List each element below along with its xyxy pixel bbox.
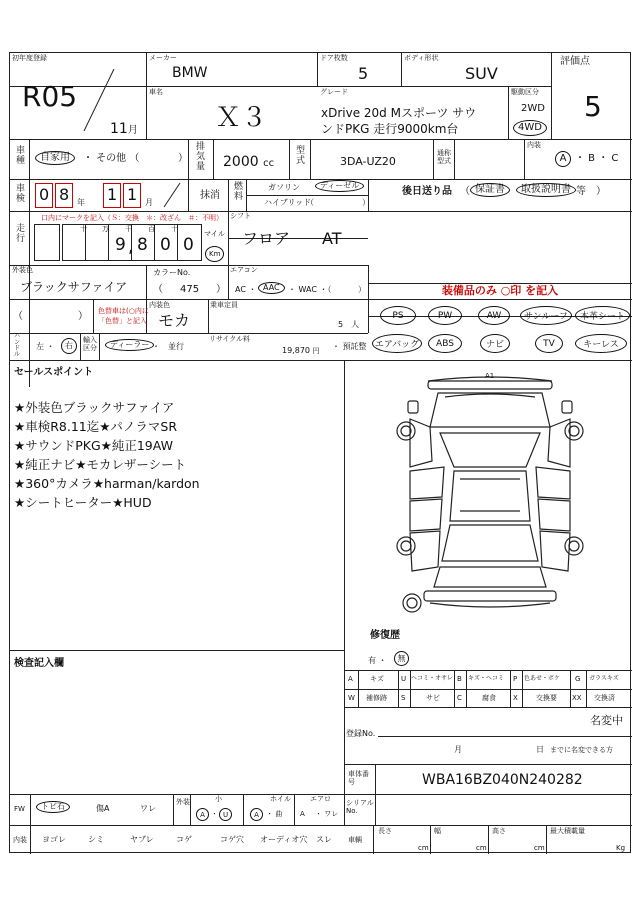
aircon-ac: AC ・ — [235, 285, 257, 294]
model-label: 型式 — [294, 145, 304, 165]
legend-desc: サビ — [426, 694, 440, 702]
int-item: ヤブレ — [130, 835, 154, 844]
car-name-value: Ｘ３ — [215, 103, 268, 133]
int-item: オーディオ穴 — [260, 835, 308, 844]
unit-sen: 千 — [125, 225, 132, 233]
drive-2wd: 2WD — [521, 103, 545, 114]
legend-code: U — [401, 675, 407, 683]
docs-warranty: 保証書 — [470, 183, 510, 197]
wheel-bend: ・ 曲 — [266, 810, 283, 818]
interior-grade-a: A — [555, 151, 571, 167]
fuel-label: 燃料 — [232, 181, 242, 201]
sales-point: ★車検R8.11迄★パノラマSR — [14, 419, 178, 434]
first-reg-label: 初年度登録 — [12, 54, 47, 62]
mileage-digit-2: 8 — [137, 235, 148, 255]
legend-desc: 補修跡 — [366, 694, 387, 702]
capacity-value: 5 人 — [338, 320, 360, 329]
inspection-digit-2: 8 — [59, 185, 70, 204]
height-unit: cm — [534, 844, 545, 852]
car-name-label: 車名 — [149, 88, 163, 96]
height-label: 高さ — [492, 827, 506, 835]
shift-label: シフト — [230, 212, 251, 220]
equip-aw: AW — [478, 306, 510, 325]
ext-u: U — [219, 808, 232, 821]
sales-point: ★純正ナビ★モカレザーシート — [14, 457, 187, 472]
handle-right: 右 — [61, 338, 77, 354]
equip-ps: PS — [380, 306, 416, 325]
mileage-digit-1: 9 — [115, 235, 126, 255]
import-parallel: ・ 並行 — [152, 342, 184, 351]
disp-value: 2000 cc — [223, 154, 275, 170]
bottom-int-label: 内装 — [13, 836, 27, 844]
sales-point: ★外装色ブラックサファイア — [14, 400, 175, 415]
drive-4wd: 4WD — [513, 120, 547, 136]
usage-close: ） — [178, 153, 188, 164]
recycle-deposit: ・ 預託整 — [332, 342, 367, 351]
docs-manual: 取扱説明書 — [516, 183, 576, 197]
interior-grade-rest: ・ B ・ C — [575, 153, 619, 164]
legend-desc: 交換済 — [594, 694, 615, 702]
registration-label: 登録No. — [346, 729, 376, 738]
doors-value: 5 — [358, 64, 369, 83]
usage-other: ・ その他 （ — [83, 153, 140, 164]
legend-desc: キズ・ヘコミ — [468, 675, 504, 682]
interior-grade-label: 内装 — [527, 141, 541, 149]
mileage-comma: , — [128, 237, 134, 257]
auction-sheet — [9, 52, 631, 853]
equip-tv: TV — [535, 334, 563, 353]
inspection-year-unit: 年 — [77, 198, 85, 207]
drive-label: 駆動区分 — [511, 88, 539, 96]
fuel-hybrid: ハイブリッド — [264, 198, 312, 207]
legend-code: S — [401, 694, 406, 702]
car-dim-label: 車輌 — [348, 836, 362, 844]
legend-desc: 色あせ・ボケ — [524, 675, 561, 682]
ext-label: 外装 — [176, 798, 190, 806]
usage-private: 自家用 — [35, 151, 75, 165]
diagram-label: A1 — [485, 372, 495, 380]
shift-trans: AT — [322, 229, 342, 248]
aircon-wac: ・ WAC ・（ — [288, 285, 332, 294]
chassis-number: WBA16BZ040N240282 — [422, 772, 583, 788]
aircon-aac: AAC — [258, 282, 285, 294]
equip-abs: ABS — [428, 334, 462, 353]
width-label: 幅 — [434, 827, 441, 835]
mileage-label: 走行 — [14, 223, 24, 243]
first-reg-month: 11月 — [110, 121, 138, 137]
inspection-notes-title: 検査記入欄 — [14, 658, 64, 669]
body-value: SUV — [465, 64, 498, 83]
legend-code: A — [348, 675, 353, 683]
import-label: 輸入区分 — [83, 336, 97, 352]
int-color-value: モカ — [158, 311, 191, 330]
car-diagram — [350, 371, 630, 621]
inspection-digit-1: 0 — [39, 185, 50, 204]
changed-color-note1: 色替車は(○内に — [98, 307, 149, 315]
fuel-hybrid-paren: （ ） — [306, 198, 370, 207]
color-no-open: （ — [153, 284, 163, 295]
mileage-digit-4: 0 — [183, 235, 194, 255]
int-item: コゲ — [176, 835, 192, 844]
grade-line2: ンドPKG 走行9000km台 — [321, 122, 459, 136]
inspection-label: 車検 — [14, 183, 24, 203]
int-color-label: 内装色 — [149, 301, 170, 309]
ext-small-label: 小 — [215, 795, 222, 803]
legend-code: P — [513, 675, 518, 683]
mileage-note: 口内にマークを記入（Ｓ：交換 ＊：改ざん ＃：不明） — [41, 214, 223, 222]
registration-month: 月 — [454, 745, 462, 754]
sales-point: ★シートヒーター★HUD — [14, 495, 152, 510]
registration-day: 日 — [536, 745, 544, 754]
legend-code: C — [457, 694, 462, 702]
delete-label: 抹消 — [200, 190, 220, 201]
color-no-value: 475 — [180, 284, 200, 295]
recycle-label: リサイクル料 — [209, 335, 251, 343]
equip-navi: ナビ — [480, 334, 510, 353]
int-item: シミ — [88, 835, 104, 844]
legend-desc: 交換要 — [536, 694, 557, 702]
docs-etc: 等 ） — [576, 186, 606, 197]
length-unit: cm — [418, 844, 429, 852]
name-change-label: 名変中 — [590, 714, 623, 727]
handle-left: 左 ・ — [36, 342, 55, 351]
max-load-label: 最大積載量 — [550, 827, 585, 835]
sales-point: ★サウンドPKG★純正19AW — [14, 438, 173, 453]
equip-pw: PW — [428, 306, 462, 325]
model-value: 3DA-UZ20 — [340, 155, 396, 168]
changed-color-open: （ — [13, 311, 23, 322]
docs-label: 後日送り品 — [402, 186, 452, 197]
usage-label: 車種 — [14, 145, 24, 165]
grade-label: グレード — [320, 88, 348, 96]
aero-label: エアロ — [310, 795, 331, 803]
mileage-km: Km — [205, 246, 224, 262]
changed-color-note2: 「色替」と記入 — [98, 317, 147, 325]
aircon-label: エアコン — [230, 266, 258, 274]
legend-desc: ヘコミ・オサレ — [411, 675, 453, 682]
inspection-slash — [160, 181, 184, 209]
width-unit: cm — [476, 844, 487, 852]
legend-code: B — [457, 675, 462, 683]
sales-point: ★360°カメラ★harman/kardon — [14, 476, 200, 491]
legend-code: XX — [572, 694, 582, 702]
aero-crack: ・ ワレ — [315, 810, 339, 818]
aero-a: A — [300, 810, 305, 818]
inspection-digit-3: 1 — [107, 185, 118, 204]
import-dealer: ディーラー — [105, 339, 154, 351]
unit-juman: 十 — [80, 225, 87, 233]
serial-label: シリアルNo. — [346, 799, 374, 815]
capacity-label: 乗車定員 — [210, 301, 238, 309]
sales-title: セールスポイント — [14, 367, 94, 378]
ext-color-label: 外装色 — [12, 266, 33, 274]
mileage-digit-3: 0 — [160, 235, 171, 255]
nickname-label: 通称型式 — [437, 149, 451, 165]
registration-deadline: までに名変できる方 — [550, 746, 613, 754]
wheel-label: ホイル — [270, 795, 291, 803]
score-label: 評価点 — [560, 56, 590, 67]
ext-color-value: ブラックサファイア — [20, 280, 128, 294]
equip-keyless: キーレス — [575, 334, 627, 353]
color-no-label: カラーNo. — [153, 268, 191, 277]
equip-airbag: エアバッグ — [372, 334, 422, 353]
disp-label: 排気量 — [194, 141, 204, 171]
max-load-unit: Kg — [616, 844, 626, 852]
unit-ju: 十 — [171, 225, 178, 233]
repair-yes: 有 ・ — [368, 656, 387, 665]
legend-desc: キズ — [370, 675, 384, 683]
handle-label: ハンドル — [14, 333, 21, 358]
color-no-close: ） — [216, 284, 226, 295]
fw-tobi: トビ石 — [36, 801, 70, 813]
repair-title: 修復歴 — [370, 630, 400, 641]
fw-crack: ワレ — [140, 804, 156, 813]
int-item: コゲ穴 — [220, 835, 244, 844]
wheel-a: A — [250, 808, 263, 821]
equipment-banner: 装備品のみ ○印 を記入 — [441, 284, 559, 297]
fuel-diesel: ディーゼル — [315, 180, 364, 192]
fuel-gasoline: ガソリン — [268, 183, 300, 192]
shift-type: フロア — [242, 229, 291, 248]
equip-leather: 本革シート — [575, 306, 630, 325]
legend-code: G — [575, 675, 581, 683]
equip-sunroof: サンルーフ — [520, 306, 572, 325]
unit-man: 万 — [102, 225, 109, 233]
recycle-amount: 19,870 円 — [282, 346, 320, 355]
aircon-close: ） — [358, 285, 366, 294]
grade-line1: xDrive 20d Mスポーツ サウ — [321, 106, 477, 120]
repair-no: 無 — [394, 651, 409, 666]
fw-label: FW — [14, 805, 25, 813]
chassis-label: 車体番号 — [348, 770, 369, 786]
legend-code: X — [513, 694, 518, 702]
inspection-digit-4: 1 — [127, 185, 138, 204]
legend-desc: 腐食 — [482, 694, 496, 702]
doors-label: ドア枚数 — [320, 54, 348, 62]
docs-open: （ — [460, 186, 470, 197]
int-item: ヨゴレ — [42, 835, 66, 844]
legend-code: W — [348, 694, 355, 702]
ext-dot: ・ — [211, 810, 218, 818]
maker-value: BMW — [172, 65, 208, 81]
length-label: 長さ — [378, 827, 392, 835]
unit-hyaku: 百 — [148, 225, 155, 233]
sales-points — [14, 398, 200, 512]
int-item: スレ — [316, 835, 332, 844]
legend-desc: ガラスキズ — [589, 675, 619, 682]
mileage-mile-label: マイル — [204, 230, 225, 238]
score-value: 5 — [584, 90, 602, 123]
ext-a: A — [196, 808, 209, 821]
changed-color-close: ） — [78, 311, 88, 322]
first-reg-year: R05 — [22, 80, 78, 113]
fw-scratch: 傷A — [96, 804, 110, 813]
inspection-month-unit: 月 — [145, 198, 153, 207]
maker-label: メーカー — [149, 54, 177, 62]
body-label: ボディ形状 — [404, 54, 439, 62]
